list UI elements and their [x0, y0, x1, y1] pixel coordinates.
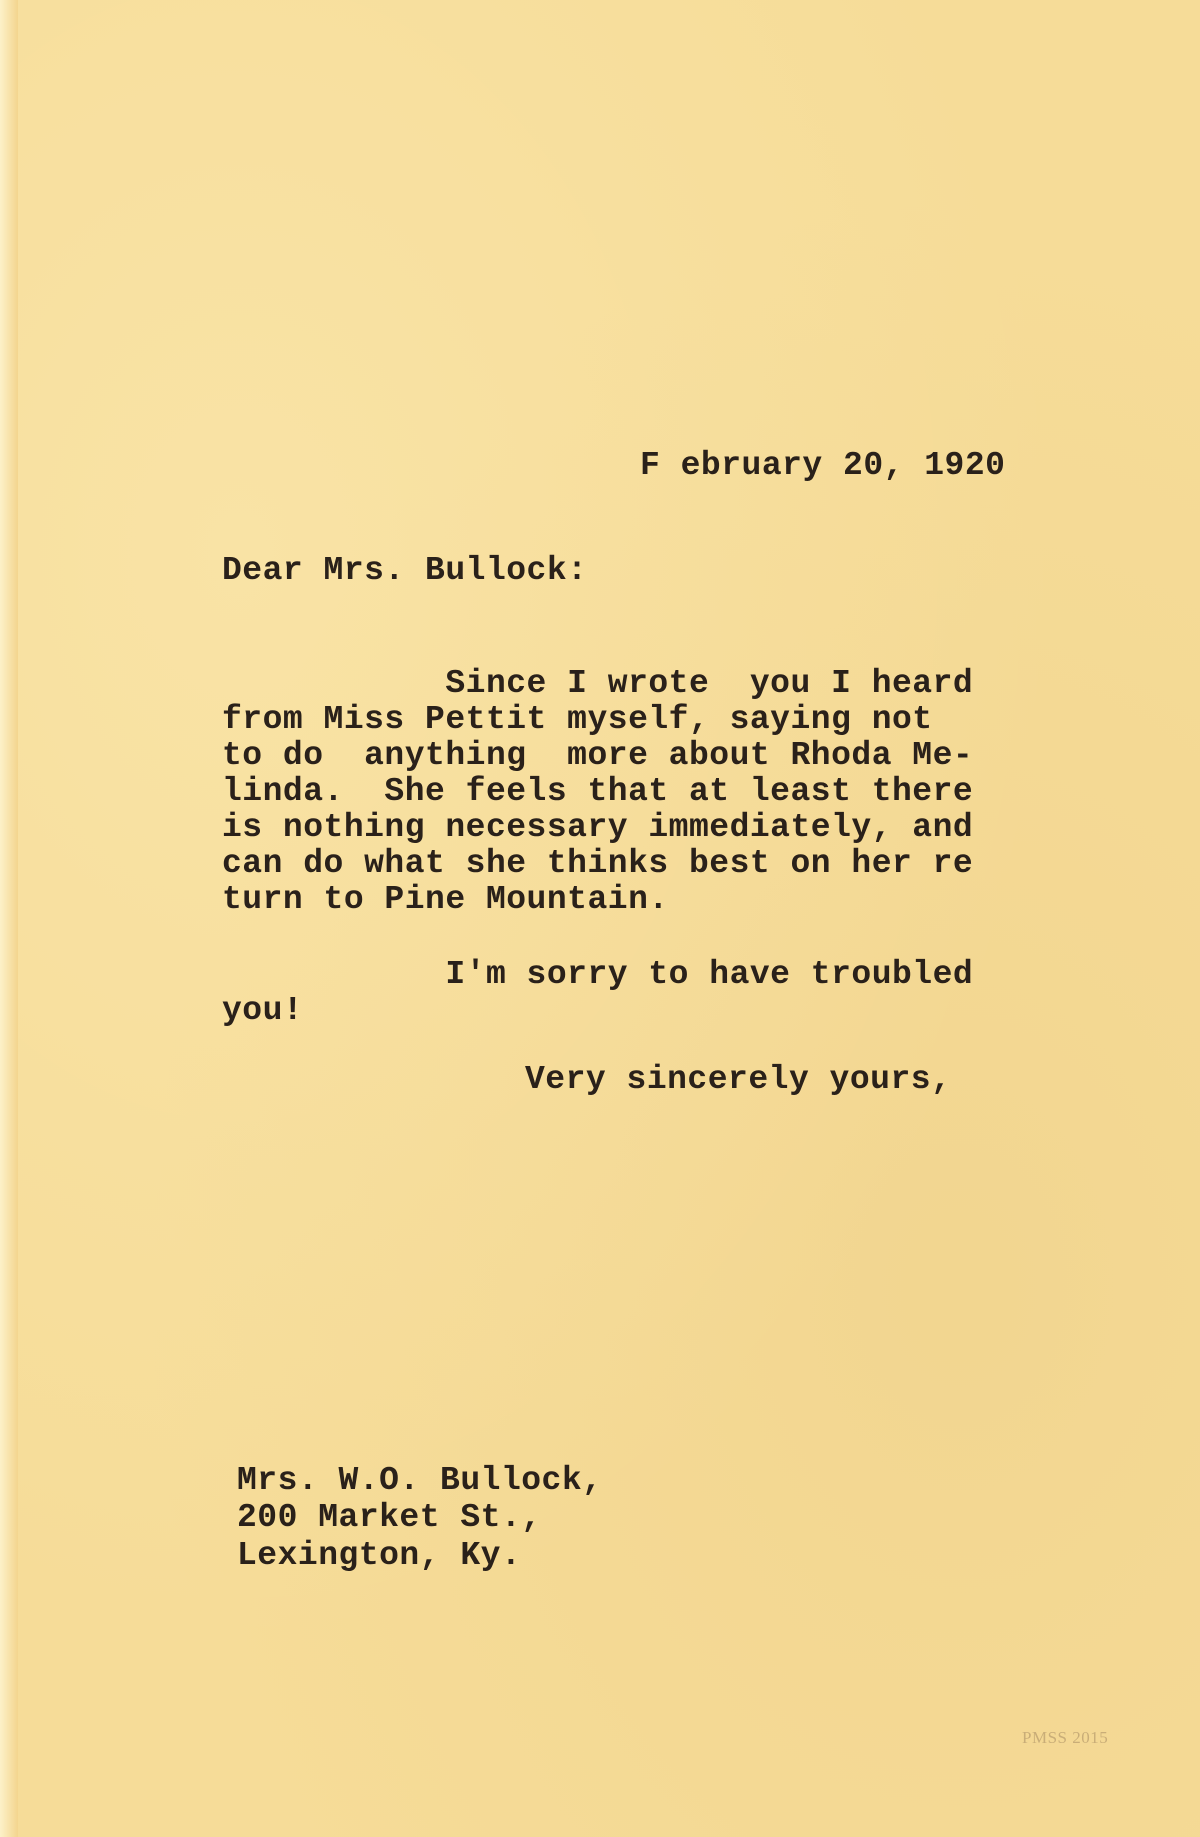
body-line: Since I wrote you I heard [222, 665, 974, 702]
letter-salutation: Dear Mrs. Bullock: [222, 552, 588, 589]
body-line: can do what she thinks best on her re [222, 845, 974, 882]
closing-line: you! [222, 992, 304, 1029]
body-line: linda. She feels that at least there [222, 773, 974, 810]
closing-line: I'm sorry to have troubled [222, 956, 974, 993]
letter-signoff: Very sincerely yours, [525, 1061, 952, 1098]
address-line: 200 Market St., [237, 1499, 542, 1536]
body-line: is nothing necessary immediately, and [222, 809, 974, 846]
paper-edge [0, 0, 18, 1837]
archive-watermark: PMSS 2015 [1022, 1728, 1109, 1747]
address-line: Lexington, Ky. [237, 1537, 522, 1574]
address-line: Mrs. W.O. Bullock, [237, 1462, 603, 1499]
letter-date: F ebruary 20, 1920 [640, 447, 1006, 484]
body-line: from Miss Pettit myself, saying not [222, 701, 933, 738]
body-line: turn to Pine Mountain. [222, 881, 669, 918]
body-line: to do anything more about Rhoda Me- [222, 737, 974, 774]
